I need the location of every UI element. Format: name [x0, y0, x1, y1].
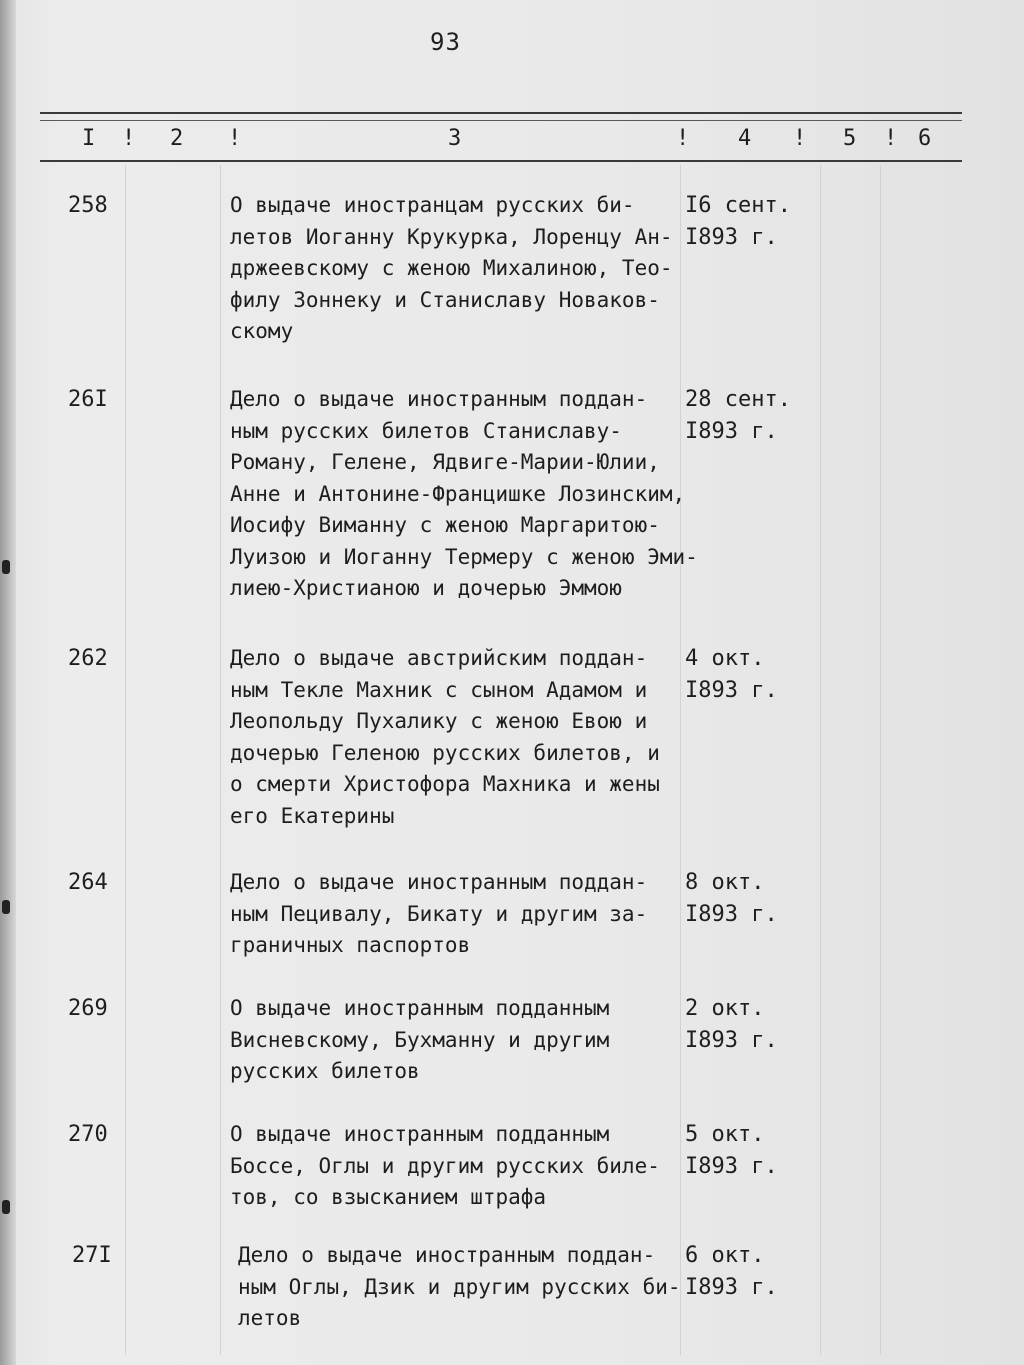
entry-number: 258	[68, 193, 108, 218]
entry-description	[230, 190, 700, 348]
entry-date	[685, 1119, 778, 1182]
description-line: его Екатерины	[230, 803, 395, 828]
description-line: Дело о выдаче иностранным поддан-	[230, 870, 648, 894]
description-line: О выдаче иностранным подданным	[230, 1122, 610, 1146]
header-top-rule-thin	[40, 120, 962, 121]
description-line: ным русских билетов Станиславу-	[230, 418, 622, 443]
entry-description	[230, 643, 700, 832]
description-line: граничных паспортов	[230, 933, 471, 957]
description-line: Боссе, Оглы и другим русских биле-	[230, 1153, 660, 1178]
header-top-rule	[40, 112, 962, 114]
date-day: 8 окт.	[685, 870, 765, 895]
date-year: I893 г.	[685, 224, 778, 250]
column-header-4: 4	[738, 126, 752, 151]
date-day: 4 окт.	[685, 646, 765, 671]
entry-description	[230, 384, 700, 605]
date-day: I6 сент.	[685, 193, 791, 218]
date-year: I893 г.	[685, 1274, 778, 1300]
column-header-6: 6	[918, 126, 932, 151]
column-separator: !	[122, 126, 136, 151]
date-day: 2 окт.	[685, 996, 765, 1021]
column-header-1: I	[82, 126, 96, 151]
description-line: Анне и Антонине-Францишке Лозинским,	[230, 481, 686, 506]
description-line: русских билетов	[230, 1059, 420, 1083]
description-line: о смерти Христофора Махника и жены	[230, 772, 660, 796]
entry-date	[685, 993, 778, 1056]
description-line: држеевскому с женою Михалиною, Тео-	[230, 256, 673, 280]
description-line: дочерью Геленою русских билетов, и	[230, 740, 660, 765]
entry-number: 269	[68, 996, 108, 1021]
description-line: лиею-Христианою и дочерью Эммою	[230, 576, 622, 600]
date-year: I893 г.	[685, 901, 778, 927]
description-line: ным Оглы, Дзик и другим русских би-	[238, 1274, 681, 1299]
entry-description	[230, 1119, 700, 1214]
entry-number: 264	[68, 870, 108, 895]
date-day: 6 окт.	[685, 1243, 765, 1268]
description-line: О выдаче иностранцам русских би-	[230, 193, 635, 217]
description-line: Иосифу Виманну с женою Маргаритою-	[230, 513, 660, 537]
description-line: скому	[230, 319, 294, 343]
column-header-3: 3	[448, 126, 462, 151]
column-divider	[880, 165, 881, 1355]
description-line: Роману, Гелене, Ядвиге-Марии-Юлии,	[230, 450, 660, 474]
entry-description	[238, 1240, 708, 1335]
page-number: 93	[430, 28, 461, 56]
column-separator: !	[793, 126, 807, 151]
column-header-2: 2	[170, 126, 184, 151]
description-line: летов Иоганну Крукурка, Лоренцу Ан-	[230, 224, 673, 249]
page-binding-edge	[0, 0, 16, 1365]
entry-description	[230, 867, 700, 962]
date-day: 28 сент.	[685, 387, 791, 412]
description-line: летов	[238, 1306, 302, 1330]
column-divider	[220, 165, 221, 1355]
description-line: О выдаче иностранным подданным	[230, 996, 610, 1020]
description-line: Дело о выдаче иностранным поддан-	[238, 1243, 656, 1267]
entry-description	[230, 993, 700, 1088]
date-year: I893 г.	[685, 1027, 778, 1053]
description-line: ным Пецивалу, Бикату и другим за-	[230, 901, 648, 926]
date-year: I893 г.	[685, 1153, 778, 1179]
date-year: I893 г.	[685, 418, 778, 444]
entry-date	[685, 384, 791, 447]
description-line: Висневскому, Бухманну и другим	[230, 1027, 610, 1052]
column-separator: !	[676, 126, 690, 151]
description-line: Леопольду Пухалику с женою Евою и	[230, 709, 648, 733]
date-day: 5 окт.	[685, 1122, 765, 1147]
description-line: Луизою и Иоганну Термеру с женою Эми-	[230, 544, 698, 569]
binding-hole-mark	[2, 560, 10, 574]
column-separator: !	[228, 126, 242, 151]
description-line: тов, со взысканием штрафа	[230, 1185, 547, 1209]
entry-number: 262	[68, 646, 108, 671]
description-line: ным Текле Махник с сыном Адамом и	[230, 677, 648, 702]
entry-number: 270	[68, 1122, 108, 1147]
table-header-row	[0, 124, 1024, 156]
date-year: I893 г.	[685, 677, 778, 703]
column-divider	[820, 165, 821, 1355]
binding-hole-mark	[2, 900, 10, 914]
description-line: Дело о выдаче австрийским поддан-	[230, 646, 648, 670]
entry-number: 26I	[68, 387, 108, 412]
header-bottom-rule	[40, 160, 962, 162]
column-header-5: 5	[843, 126, 857, 151]
entry-date	[685, 1240, 778, 1303]
entry-date	[685, 867, 778, 930]
description-line: Дело о выдаче иностранным поддан-	[230, 387, 648, 411]
entry-date	[685, 643, 778, 706]
binding-hole-mark	[2, 1200, 10, 1214]
column-separator: !	[884, 126, 898, 151]
description-line: филу Зоннеку и Станиславу Новаков-	[230, 287, 660, 312]
entry-date	[685, 190, 791, 253]
column-divider	[125, 165, 126, 1355]
entry-number: 27I	[72, 1243, 112, 1268]
